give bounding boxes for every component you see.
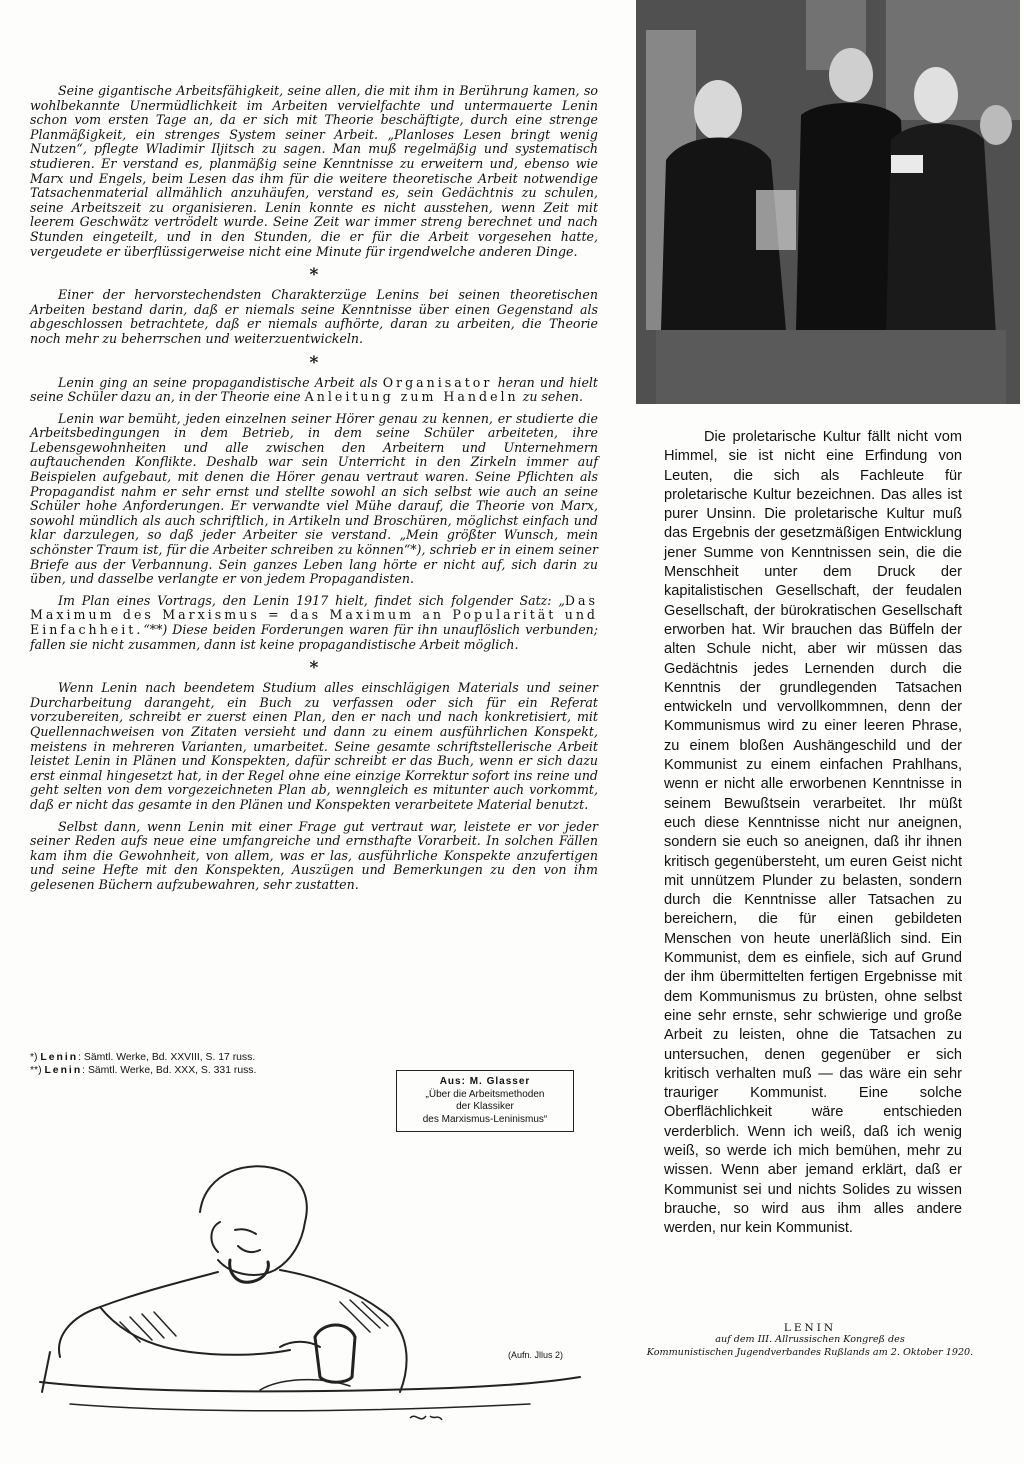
- footnotes: [30, 1052, 350, 1077]
- paragraph-work-capacity: Seine gigantische Arbeitsfähigkeit, seine allen, die mit ihm in Berührung kamen, so wohlbekannte Unermüdlichkeit im Arbeiten vervielfachte und untermauerte Lenin schon vom ersten Tage an, da er sich mit Theorie beschäftigte, durch eine strenge Planmäßigkeit, ein strenges System seiner Arbeit. „Planloses Lesen bringt wenig Nutzen“, pflegte Wladimir Iljitsch zu sagen. Man muß regelmäßig und systematisch studieren. Er verstand es, planmäßig seine Kenntnisse zu erweitern und, ebenso wie Marx und Engels, beim Lesen das ihm für die weitere theoretische Arbeit notwendige Tatsachenmaterial allmählich anzuhäufen, verstand es, sein Gedächtnis zu schulen, seine Arbeitszeit zu organisieren. Lenin konnte es nicht ausstehen, wenn Zeit mit leerem Geschwätz vertrödelt wurde. Seine Zeit war immer streng berechnet und nach Stunden eingeteilt, und in den Stunden, die er für die Arbeit vorgesehen hatte, vergeudete er überflüssigerweise nicht eine Minute für irgendwelche anderen Dinge.: [30, 83, 598, 259]
- photo-credit: (Aufn. Jllus 2): [508, 1350, 564, 1360]
- lenin-sketch-illustration: [30, 1142, 590, 1442]
- quote-attribution: LENIN auf dem III. Allrussischen Kongreß des Kommunistischen Jugendverbandes Rußlands am 2. Oktober 1920.: [640, 1322, 980, 1359]
- attribution-name: LENIN: [783, 1322, 837, 1334]
- artist-signature-mark: [410, 1416, 442, 1420]
- section-separator: *: [309, 265, 319, 286]
- emphasis-guide-to-action: Anleitung zum Handeln: [304, 389, 519, 405]
- photo-lenin-stalin-painting: [636, 0, 1020, 404]
- footnote: **) Lenin: Sämtl. Werke, Bd. XXX, S. 331 russ.: [30, 1064, 257, 1076]
- article-column: [30, 84, 598, 900]
- paragraph-preparation: Selbst dann, wenn Lenin mit einer Frage gut vertraut war, leistete er vor jeder seiner Reden aufs neue eine umfangreiche und ernsthafte Vorarbeit. In solchen Fällen kam ihm die Gewohnheit, von allem, was er las, ausführliche Konspekte anzufertigen und seine Hefte mit den Konspekten, Auszügen und Bemerkungen zu den von ihm gelesenen Büchern aufzubewahren, sehr zustatten.: [30, 818, 598, 892]
- footnote: *) Lenin: Sämtl. Werke, Bd. XXVIII, S. 17 russ.: [30, 1052, 256, 1063]
- lenin-quote-column: [664, 428, 962, 1238]
- source-box: Aus: M. Glasser „Über die Arbeitsmethoden der Klassiker des Marxismus-Leninismus“: [396, 1070, 574, 1132]
- paragraph-organizer: Lenin ging an seine propagandistische Arbeit als Organisator heran und hielt seine Schüler dazu an, in der Theorie eine Anleitung zum Handeln zu sehen.: [30, 374, 598, 405]
- section-separator: *: [309, 658, 319, 679]
- paragraph-listeners: Lenin war bemüht, jeden einzelnen seiner Hörer genau zu kennen, er studierte die Arbeitsbedingungen in dem Betrieb, in dem seine Schüler arbeiteten, ihre Lebensgewohnheiten und alle zwischen den Arbeitern und Unternehmern auftauchenden Konflikte. Deshalb war sein Unterricht in den Zirkeln immer auf Beispielen aufgebaut, mit denen die Hörer genau vertraut waren. Seine Pflichten als Propagandist nahm er sehr ernst und stellte sowohl an sich selbst wie auch an seine Schüler hohe Anforderungen. Er verwandte viel Mühe darauf, die Theorie von Marx, sowohl mündlich als auch schriftlich, in Artikeln und Broschüren, möglichst einfach und klar darzulegen, so daß jeder Arbeiter sie verstand. „Mein größter Wunsch, mein schönster Traum ist, für die Arbeiter schreiben zu können“*), schrieb er in einem seiner Briefe aus der Verbannung. Sein ganzes Leben lang hörte er nicht auf, sich darin zu üben, und dasselbe verlangte er von jedem Propagandisten.: [30, 410, 598, 587]
- paragraph-theory: Einer der hervorstechendsten Charakterzüge Lenins bei seinen theoretischen Arbeiten bestand darin, daß er niemals seine Kenntnisse über einen Gegenstand als abgeschlossen betrachtete, daß er niemals aufhörte, daran zu arbeiten, die Theorie noch mehr zu beherrschen und weiterzuentwickeln.: [30, 287, 598, 346]
- section-separator: *: [309, 352, 319, 373]
- paragraph-maximum: Im Plan eines Vortrags, den Lenin 1917 hielt, findet sich folgender Satz: „Das Maximum des Marxismus = das Maximum an Popularität und Einfachheit.“**) Diese beiden Forderungen waren für ihn unauflöslich verbunden; fallen sie nicht zusammen, dann ist keine propagandistische Arbeit möglich.: [30, 592, 598, 652]
- emphasis-organizer: Organisator: [382, 374, 493, 390]
- paragraph-writing-method: Wenn Lenin nach beendetem Studium alles einschlägigen Materials und seiner Durcharbeitung darangeht, ein Buch zu verfassen oder sich für ein Referat vorzubereiten, schreibt er zuerst einen Plan, den er nach und nach konkretisiert, mit Quellennachweisen von Zitaten versieht und dann zu einem ausführlichen Konspekt, meistens in mehreren Varianten, umarbeitet. Seine gesamte schriftstellerische Arbeit leistet Lenin in Plänen und Konspekten, dafür schreibt er das Buch, wenn er sich dazu erst einmal hingesetzt hat, in der Regel ohne eine einzige Korrektur sofort ins reine und geht selten von dem vorgezeichneten Plan ab, wenngleich es mitunter auch vorkommt, daß er nicht das gesamte in den Plänen und Konspekten verarbeitete Material benutzt.: [30, 680, 598, 812]
- quote-text: Die proletarische Kultur fällt nicht vom Himmel, sie ist nicht eine Erfindung von Leuten, die sich als Fachleute für proletarische Kultur bezeichnen. Das alles ist purer Unsinn. Die proletarische Kultur muß das Ergebnis der gesetzmäßigen Entwicklung jener Summe von Kenntnissen sein, die die Menschheit unter dem Druck der kapitalistischen Gesellschaft, der feudalen Gesellschaft, der bürokratischen Gesellschaft erworben hat. Wir brauchen das Büffeln der alten Schule nicht, aber wir müssen das Gedächtnis jedes Lernenden durch die Kenntnis der grundlegenden Tatsachen entwickeln und vervollkommnen, denn der Kommunismus wird zu einer leeren Phrase, zu einem bloßen Aushängeschild und der Kommunist zu einem einfachen Prahlhans, wenn er nicht alle erworbenen Kenntnisse in seinem Bewußtsein verarbeitet. Ihr müßt euch diese Kenntnisse nicht nur aneignen, sondern sie euch so aneignen, daß ihr ihnen kritisch gegenübersteht, um euren Geist nicht mit unnützem Plunder zu belasten, sondern durch die Kenntnisse aller Tatsachen zu bereichern, die für einen gebildeten Menschen von heute unerläßlich sind. Ein Kommunist, dem es einfiele, sich auf Grund der ihm übermittelten fertigen Ergebnisse mit dem Kommunismus zu brüsten, ohne selbst eine sehr ernste, sehr schwierige und große Arbeit zu leisten, ohne die Tatsachen zu untersuchen, denen gegenüber er sich kritisch verhalten muß — das wäre ein sehr trauriger Kommunist. Eine solche Oberflächlichkeit wäre entschieden verderblich. Wenn ich weiß, daß ich wenig weiß, so werde ich mich bemühen, mehr zu wissen. Wenn aber jemand erklärt, daß er Kommunist sei und nichts Solides zu wissen brauche, so wird aus ihm alles andere werden, nur kein Kommunist.: [664, 429, 962, 1237]
- emphasis-maximum: Das Maximum des Marxismus = das Maximum an Popularität und Einfachheit.: [30, 592, 598, 637]
